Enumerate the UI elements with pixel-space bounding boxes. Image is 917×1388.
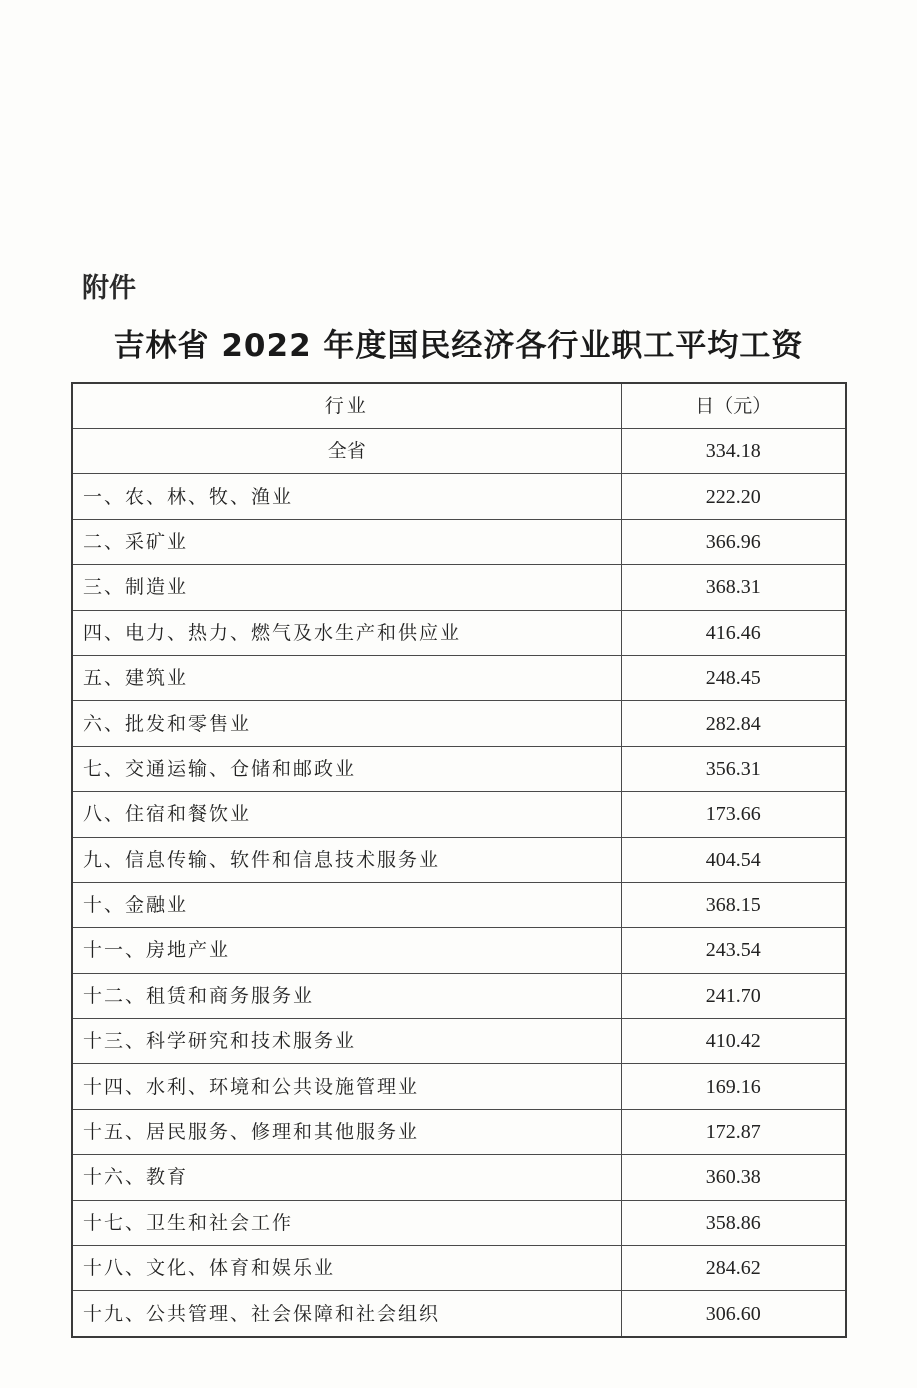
table-row bbox=[72, 1019, 846, 1064]
table-row bbox=[72, 1064, 846, 1109]
daily-wage-value: 368.15 bbox=[621, 882, 846, 927]
daily-wage-value: 404.54 bbox=[621, 837, 846, 882]
daily-wage-value: 241.70 bbox=[621, 973, 846, 1018]
total-label: 全省 bbox=[72, 429, 621, 474]
industry-name: 二、采矿业 bbox=[72, 519, 621, 564]
industry-name: 十、金融业 bbox=[72, 882, 621, 927]
total-value: 334.18 bbox=[621, 429, 846, 474]
industry-name: 八、住宿和餐饮业 bbox=[72, 792, 621, 837]
table-row bbox=[72, 882, 846, 927]
industry-name: 九、信息传输、软件和信息技术服务业 bbox=[72, 837, 621, 882]
daily-wage-value: 410.42 bbox=[621, 1019, 846, 1064]
industry-name: 十九、公共管理、社会保障和社会组织 bbox=[72, 1291, 621, 1337]
industry-name: 十四、水利、环境和公共设施管理业 bbox=[72, 1064, 621, 1109]
table-row bbox=[72, 655, 846, 700]
industry-name: 一、农、林、牧、渔业 bbox=[72, 474, 621, 519]
industry-name: 五、建筑业 bbox=[72, 655, 621, 700]
daily-wage-value: 356.31 bbox=[621, 746, 846, 791]
table-row bbox=[72, 1155, 846, 1200]
daily-wage-value: 416.46 bbox=[621, 610, 846, 655]
table-row bbox=[72, 1291, 846, 1337]
daily-wage-value: 169.16 bbox=[621, 1064, 846, 1109]
industry-name: 七、交通运输、仓储和邮政业 bbox=[72, 746, 621, 791]
industry-name: 四、电力、热力、燃气及水生产和供应业 bbox=[72, 610, 621, 655]
industry-name: 十五、居民服务、修理和其他服务业 bbox=[72, 1109, 621, 1154]
column-header-daily-wage: 日（元） bbox=[621, 383, 846, 429]
table-row bbox=[72, 701, 846, 746]
daily-wage-value: 360.38 bbox=[621, 1155, 846, 1200]
daily-wage-value: 222.20 bbox=[621, 474, 846, 519]
daily-wage-value: 366.96 bbox=[621, 519, 846, 564]
daily-wage-value: 358.86 bbox=[621, 1200, 846, 1245]
table-row bbox=[72, 837, 846, 882]
industry-name: 十六、教育 bbox=[72, 1155, 621, 1200]
table-row bbox=[72, 565, 846, 610]
table-row bbox=[72, 792, 846, 837]
table-header-row bbox=[72, 383, 846, 429]
table-row bbox=[72, 519, 846, 564]
industry-name: 十七、卫生和社会工作 bbox=[72, 1200, 621, 1245]
daily-wage-value: 284.62 bbox=[621, 1246, 846, 1291]
attachment-label: 附件 bbox=[82, 273, 136, 304]
industry-name: 六、批发和零售业 bbox=[72, 701, 621, 746]
table-row bbox=[72, 610, 846, 655]
daily-wage-value: 368.31 bbox=[621, 565, 846, 610]
table-row bbox=[72, 746, 846, 791]
table-row bbox=[72, 474, 846, 519]
industry-name: 十一、房地产业 bbox=[72, 928, 621, 973]
table-row bbox=[72, 973, 846, 1018]
industry-name: 三、制造业 bbox=[72, 565, 621, 610]
page-title: 吉林省 2022 年度国民经济各行业职工平均工资 bbox=[113, 328, 804, 364]
daily-wage-value: 173.66 bbox=[621, 792, 846, 837]
table-row bbox=[72, 1200, 846, 1245]
industry-name: 十三、科学研究和技术服务业 bbox=[72, 1019, 621, 1064]
table-row-total bbox=[72, 429, 846, 474]
daily-wage-value: 248.45 bbox=[621, 655, 846, 700]
daily-wage-value: 306.60 bbox=[621, 1291, 846, 1337]
daily-wage-value: 282.84 bbox=[621, 701, 846, 746]
daily-wage-value: 243.54 bbox=[621, 928, 846, 973]
table-body bbox=[72, 429, 846, 1337]
table-row bbox=[72, 1246, 846, 1291]
wage-table bbox=[71, 382, 847, 1338]
industry-name: 十八、文化、体育和娱乐业 bbox=[72, 1246, 621, 1291]
table-row bbox=[72, 928, 846, 973]
industry-name: 十二、租赁和商务服务业 bbox=[72, 973, 621, 1018]
daily-wage-value: 172.87 bbox=[621, 1109, 846, 1154]
table-row bbox=[72, 1109, 846, 1154]
column-header-industry: 行业 bbox=[72, 383, 621, 429]
